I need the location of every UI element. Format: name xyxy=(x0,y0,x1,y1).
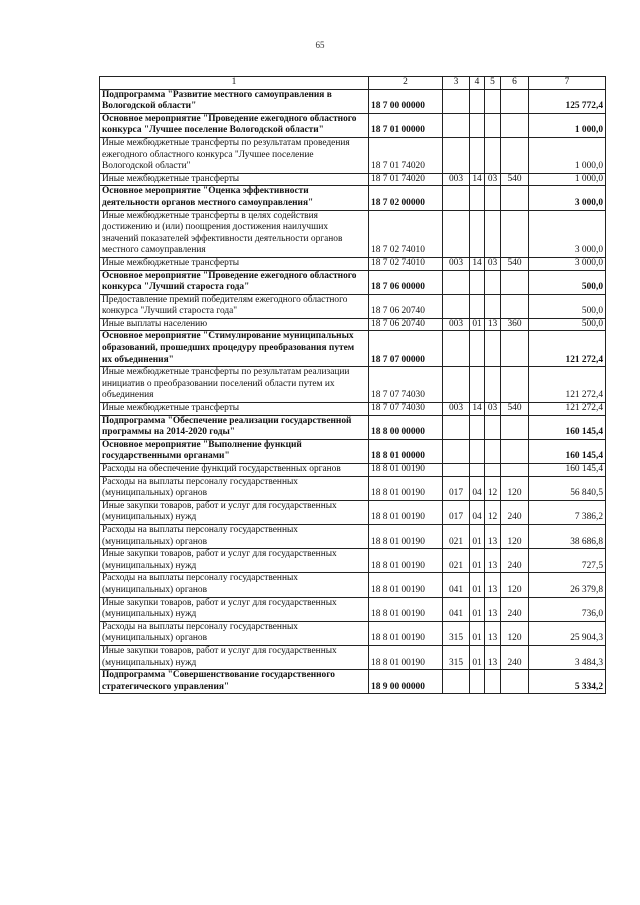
table-row xyxy=(100,403,606,416)
row-subsection-cell xyxy=(485,113,501,137)
row-code-cell: 18 8 01 00190 xyxy=(369,464,443,477)
table-body xyxy=(100,89,606,694)
table-row xyxy=(100,294,606,318)
row-subsection-cell xyxy=(485,670,501,694)
page-number: 65 xyxy=(315,40,325,50)
row-name-cell: Основное мероприятие "Стимулирование муниципальных образований, прошедших процедуру преобразования путем их объединения" xyxy=(100,331,369,367)
row-subsection-cell: 13 xyxy=(485,597,501,621)
row-ministry-cell: 021 xyxy=(443,549,470,573)
row-expense-type-cell xyxy=(501,670,529,694)
row-section-cell xyxy=(470,270,485,294)
row-section-cell: 01 xyxy=(470,549,485,573)
row-ministry-cell xyxy=(443,113,470,137)
table-row xyxy=(100,318,606,331)
row-amount-cell: 38 686,8 xyxy=(529,524,606,548)
header-col-5: 5 xyxy=(485,77,501,90)
table-row xyxy=(100,270,606,294)
row-subsection-cell xyxy=(485,294,501,318)
row-name-cell: Подпрограмма "Совершенствование государственного стратегического управления" xyxy=(100,670,369,694)
row-ministry-cell: 315 xyxy=(443,645,470,669)
row-section-cell xyxy=(470,113,485,137)
row-expense-type-cell: 240 xyxy=(501,500,529,524)
row-code-cell: 18 8 00 00000 xyxy=(369,415,443,439)
table-row xyxy=(100,573,606,597)
row-code-cell: 18 7 06 00000 xyxy=(369,270,443,294)
row-amount-cell: 160 145,4 xyxy=(529,439,606,463)
row-code-cell: 18 8 01 00000 xyxy=(369,439,443,463)
row-section-cell xyxy=(470,294,485,318)
row-code-cell: 18 7 00 00000 xyxy=(369,89,443,113)
row-name-cell: Иные выплаты населению xyxy=(100,318,369,331)
row-section-cell xyxy=(470,137,485,173)
row-name-cell: Основное мероприятие "Проведение ежегодного областного конкурса "Лучший староста года" xyxy=(100,270,369,294)
table-row xyxy=(100,331,606,367)
row-name-cell: Предоставление премий победителям ежегодного областного конкурса "Лучший староста года" xyxy=(100,294,369,318)
row-ministry-cell xyxy=(443,439,470,463)
row-code-cell: 18 8 01 00190 xyxy=(369,476,443,500)
row-amount-cell: 1 000,0 xyxy=(529,113,606,137)
row-amount-cell: 500,0 xyxy=(529,318,606,331)
row-code-cell: 18 8 01 00190 xyxy=(369,524,443,548)
row-ministry-cell: 021 xyxy=(443,524,470,548)
row-subsection-cell xyxy=(485,415,501,439)
header-col-7: 7 xyxy=(529,77,606,90)
row-ministry-cell: 041 xyxy=(443,597,470,621)
row-name-cell: Иные закупки товаров, работ и услуг для государственных (муниципальных) нужд xyxy=(100,549,369,573)
row-name-cell: Расходы на выплаты персоналу государственных (муниципальных) органов xyxy=(100,573,369,597)
row-section-cell: 01 xyxy=(470,621,485,645)
row-subsection-cell: 13 xyxy=(485,318,501,331)
row-name-cell: Основное мероприятие "Оценка эффективности деятельности органов местного самоуправления" xyxy=(100,186,369,210)
table-row xyxy=(100,257,606,270)
row-subsection-cell xyxy=(485,270,501,294)
row-subsection-cell xyxy=(485,210,501,257)
row-code-cell: 18 8 01 00190 xyxy=(369,573,443,597)
row-expense-type-cell: 120 xyxy=(501,524,529,548)
row-amount-cell: 125 772,4 xyxy=(529,89,606,113)
row-ministry-cell xyxy=(443,331,470,367)
row-section-cell xyxy=(470,186,485,210)
row-subsection-cell: 03 xyxy=(485,173,501,186)
table-row xyxy=(100,597,606,621)
row-code-cell: 18 7 07 74030 xyxy=(369,367,443,403)
row-ministry-cell xyxy=(443,137,470,173)
row-expense-type-cell: 360 xyxy=(501,318,529,331)
row-name-cell: Иные межбюджетные трансферты xyxy=(100,173,369,186)
row-expense-type-cell xyxy=(501,464,529,477)
row-amount-cell: 727,5 xyxy=(529,549,606,573)
row-amount-cell: 3 000,0 xyxy=(529,186,606,210)
row-section-cell xyxy=(470,439,485,463)
row-amount-cell: 500,0 xyxy=(529,270,606,294)
row-subsection-cell: 03 xyxy=(485,257,501,270)
row-amount-cell: 1 000,0 xyxy=(529,173,606,186)
row-ministry-cell xyxy=(443,210,470,257)
row-amount-cell: 121 272,4 xyxy=(529,331,606,367)
header-col-6: 6 xyxy=(501,77,529,90)
row-subsection-cell xyxy=(485,439,501,463)
row-expense-type-cell: 540 xyxy=(501,257,529,270)
row-code-cell: 18 7 06 20740 xyxy=(369,294,443,318)
row-ministry-cell xyxy=(443,670,470,694)
row-amount-cell: 160 145,4 xyxy=(529,464,606,477)
row-subsection-cell: 13 xyxy=(485,573,501,597)
row-name-cell: Иные закупки товаров, работ и услуг для государственных (муниципальных) нужд xyxy=(100,645,369,669)
row-amount-cell: 3 000,0 xyxy=(529,210,606,257)
row-expense-type-cell xyxy=(501,294,529,318)
table-row xyxy=(100,439,606,463)
row-expense-type-cell: 540 xyxy=(501,173,529,186)
row-expense-type-cell: 240 xyxy=(501,645,529,669)
table-row xyxy=(100,367,606,403)
row-amount-cell: 1 000,0 xyxy=(529,137,606,173)
table-row xyxy=(100,549,606,573)
header-col-3: 3 xyxy=(443,77,470,90)
row-ministry-cell: 003 xyxy=(443,173,470,186)
budget-table xyxy=(99,76,606,694)
row-amount-cell: 3 000,0 xyxy=(529,257,606,270)
row-name-cell: Подпрограмма "Развитие местного самоуправления в Вологодской области" xyxy=(100,89,369,113)
row-code-cell: 18 7 02 74010 xyxy=(369,257,443,270)
row-expense-type-cell xyxy=(501,270,529,294)
row-code-cell: 18 8 01 00190 xyxy=(369,621,443,645)
row-expense-type-cell: 120 xyxy=(501,476,529,500)
row-ministry-cell: 003 xyxy=(443,403,470,416)
row-expense-type-cell xyxy=(501,89,529,113)
row-subsection-cell: 13 xyxy=(485,621,501,645)
table-row xyxy=(100,415,606,439)
row-subsection-cell: 12 xyxy=(485,500,501,524)
row-code-cell: 18 8 01 00190 xyxy=(369,549,443,573)
row-subsection-cell: 13 xyxy=(485,549,501,573)
row-code-cell: 18 7 07 74030 xyxy=(369,403,443,416)
row-section-cell xyxy=(470,415,485,439)
row-name-cell: Иные межбюджетные трансферты по результатам проведения ежегодного областного конкурса "Лучшее поселение Вологодской области" xyxy=(100,137,369,173)
row-name-cell: Расходы на выплаты персоналу государственных (муниципальных) органов xyxy=(100,524,369,548)
row-subsection-cell: 13 xyxy=(485,524,501,548)
row-subsection-cell: 12 xyxy=(485,476,501,500)
table-row xyxy=(100,670,606,694)
row-amount-cell: 26 379,8 xyxy=(529,573,606,597)
table-header-row xyxy=(100,77,606,90)
row-ministry-cell xyxy=(443,186,470,210)
row-ministry-cell: 017 xyxy=(443,500,470,524)
row-code-cell: 18 7 01 00000 xyxy=(369,113,443,137)
row-subsection-cell: 13 xyxy=(485,645,501,669)
row-expense-type-cell: 120 xyxy=(501,621,529,645)
table-row xyxy=(100,173,606,186)
row-name-cell: Расходы на выплаты персоналу государственных (муниципальных) органов xyxy=(100,621,369,645)
row-expense-type-cell xyxy=(501,137,529,173)
row-amount-cell: 56 840,5 xyxy=(529,476,606,500)
row-ministry-cell: 315 xyxy=(443,621,470,645)
row-amount-cell: 500,0 xyxy=(529,294,606,318)
table-row xyxy=(100,476,606,500)
row-expense-type-cell: 120 xyxy=(501,573,529,597)
row-ministry-cell xyxy=(443,367,470,403)
row-name-cell: Иные закупки товаров, работ и услуг для государственных (муниципальных) нужд xyxy=(100,500,369,524)
row-code-cell: 18 7 02 00000 xyxy=(369,186,443,210)
row-name-cell: Подпрограмма "Обеспечение реализации государственной программы на 2014-2020 годы" xyxy=(100,415,369,439)
row-section-cell: 01 xyxy=(470,597,485,621)
table-row xyxy=(100,621,606,645)
row-ministry-cell xyxy=(443,270,470,294)
row-section-cell xyxy=(470,89,485,113)
header-col-4: 4 xyxy=(470,77,485,90)
row-code-cell: 18 7 01 74020 xyxy=(369,137,443,173)
row-name-cell: Иные межбюджетные трансферты xyxy=(100,257,369,270)
row-code-cell: 18 7 02 74010 xyxy=(369,210,443,257)
table-row xyxy=(100,137,606,173)
row-expense-type-cell: 240 xyxy=(501,597,529,621)
row-section-cell: 01 xyxy=(470,524,485,548)
row-code-cell: 18 9 00 00000 xyxy=(369,670,443,694)
row-expense-type-cell: 240 xyxy=(501,549,529,573)
row-amount-cell: 160 145,4 xyxy=(529,415,606,439)
row-ministry-cell: 041 xyxy=(443,573,470,597)
row-expense-type-cell xyxy=(501,113,529,137)
row-section-cell xyxy=(470,367,485,403)
row-amount-cell: 7 386,2 xyxy=(529,500,606,524)
row-section-cell: 04 xyxy=(470,476,485,500)
row-amount-cell: 25 904,3 xyxy=(529,621,606,645)
row-section-cell: 14 xyxy=(470,403,485,416)
row-subsection-cell xyxy=(485,137,501,173)
row-expense-type-cell xyxy=(501,331,529,367)
row-subsection-cell: 03 xyxy=(485,403,501,416)
row-ministry-cell: 003 xyxy=(443,318,470,331)
row-name-cell: Расходы на выплаты персоналу государственных (муниципальных) органов xyxy=(100,476,369,500)
row-expense-type-cell xyxy=(501,186,529,210)
row-ministry-cell xyxy=(443,89,470,113)
row-amount-cell: 736,0 xyxy=(529,597,606,621)
header-col-2: 2 xyxy=(369,77,443,90)
row-name-cell: Иные закупки товаров, работ и услуг для государственных (муниципальных) нужд xyxy=(100,597,369,621)
row-name-cell: Иные межбюджетные трансферты в целях содействия достижению и (или) поощрения достижения наилучших значений показателей эффективности деятельности органов местного самоуправления xyxy=(100,210,369,257)
table-row xyxy=(100,524,606,548)
table-row xyxy=(100,500,606,524)
row-expense-type-cell xyxy=(501,439,529,463)
row-name-cell: Основное мероприятие "Выполнение функций государственными органами" xyxy=(100,439,369,463)
row-code-cell: 18 7 01 74020 xyxy=(369,173,443,186)
row-section-cell: 14 xyxy=(470,173,485,186)
row-subsection-cell xyxy=(485,464,501,477)
row-code-cell: 18 7 07 00000 xyxy=(369,331,443,367)
row-section-cell xyxy=(470,670,485,694)
row-name-cell: Расходы на обеспечение функций государственных органов xyxy=(100,464,369,477)
row-name-cell: Иные межбюджетные трансферты xyxy=(100,403,369,416)
row-section-cell: 01 xyxy=(470,645,485,669)
row-code-cell: 18 8 01 00190 xyxy=(369,645,443,669)
row-amount-cell: 121 272,4 xyxy=(529,403,606,416)
row-section-cell: 04 xyxy=(470,500,485,524)
row-ministry-cell xyxy=(443,415,470,439)
row-subsection-cell xyxy=(485,331,501,367)
row-subsection-cell xyxy=(485,89,501,113)
table-row xyxy=(100,186,606,210)
header-col-1: 1 xyxy=(100,77,369,90)
row-code-cell: 18 8 01 00190 xyxy=(369,500,443,524)
row-ministry-cell xyxy=(443,294,470,318)
row-expense-type-cell xyxy=(501,367,529,403)
table-row xyxy=(100,464,606,477)
row-expense-type-cell xyxy=(501,210,529,257)
row-section-cell: 01 xyxy=(470,318,485,331)
row-amount-cell: 3 484,3 xyxy=(529,645,606,669)
row-subsection-cell xyxy=(485,367,501,403)
row-section-cell xyxy=(470,331,485,367)
row-expense-type-cell xyxy=(501,415,529,439)
row-name-cell: Основное мероприятие "Проведение ежегодного областного конкурса "Лучшее поселение Вологодской области" xyxy=(100,113,369,137)
table-row xyxy=(100,89,606,113)
table-row xyxy=(100,210,606,257)
row-ministry-cell: 017 xyxy=(443,476,470,500)
row-ministry-cell: 003 xyxy=(443,257,470,270)
row-section-cell: 14 xyxy=(470,257,485,270)
row-section-cell xyxy=(470,210,485,257)
row-ministry-cell xyxy=(443,464,470,477)
row-amount-cell: 121 272,4 xyxy=(529,367,606,403)
row-subsection-cell xyxy=(485,186,501,210)
row-expense-type-cell: 540 xyxy=(501,403,529,416)
row-name-cell: Иные межбюджетные трансферты по результатам реализации инициатив о преобразовании поселений области путем их объединения xyxy=(100,367,369,403)
table-row xyxy=(100,645,606,669)
row-code-cell: 18 8 01 00190 xyxy=(369,597,443,621)
row-section-cell xyxy=(470,464,485,477)
row-code-cell: 18 7 06 20740 xyxy=(369,318,443,331)
row-section-cell: 01 xyxy=(470,573,485,597)
row-amount-cell: 5 334,2 xyxy=(529,670,606,694)
table-row xyxy=(100,113,606,137)
